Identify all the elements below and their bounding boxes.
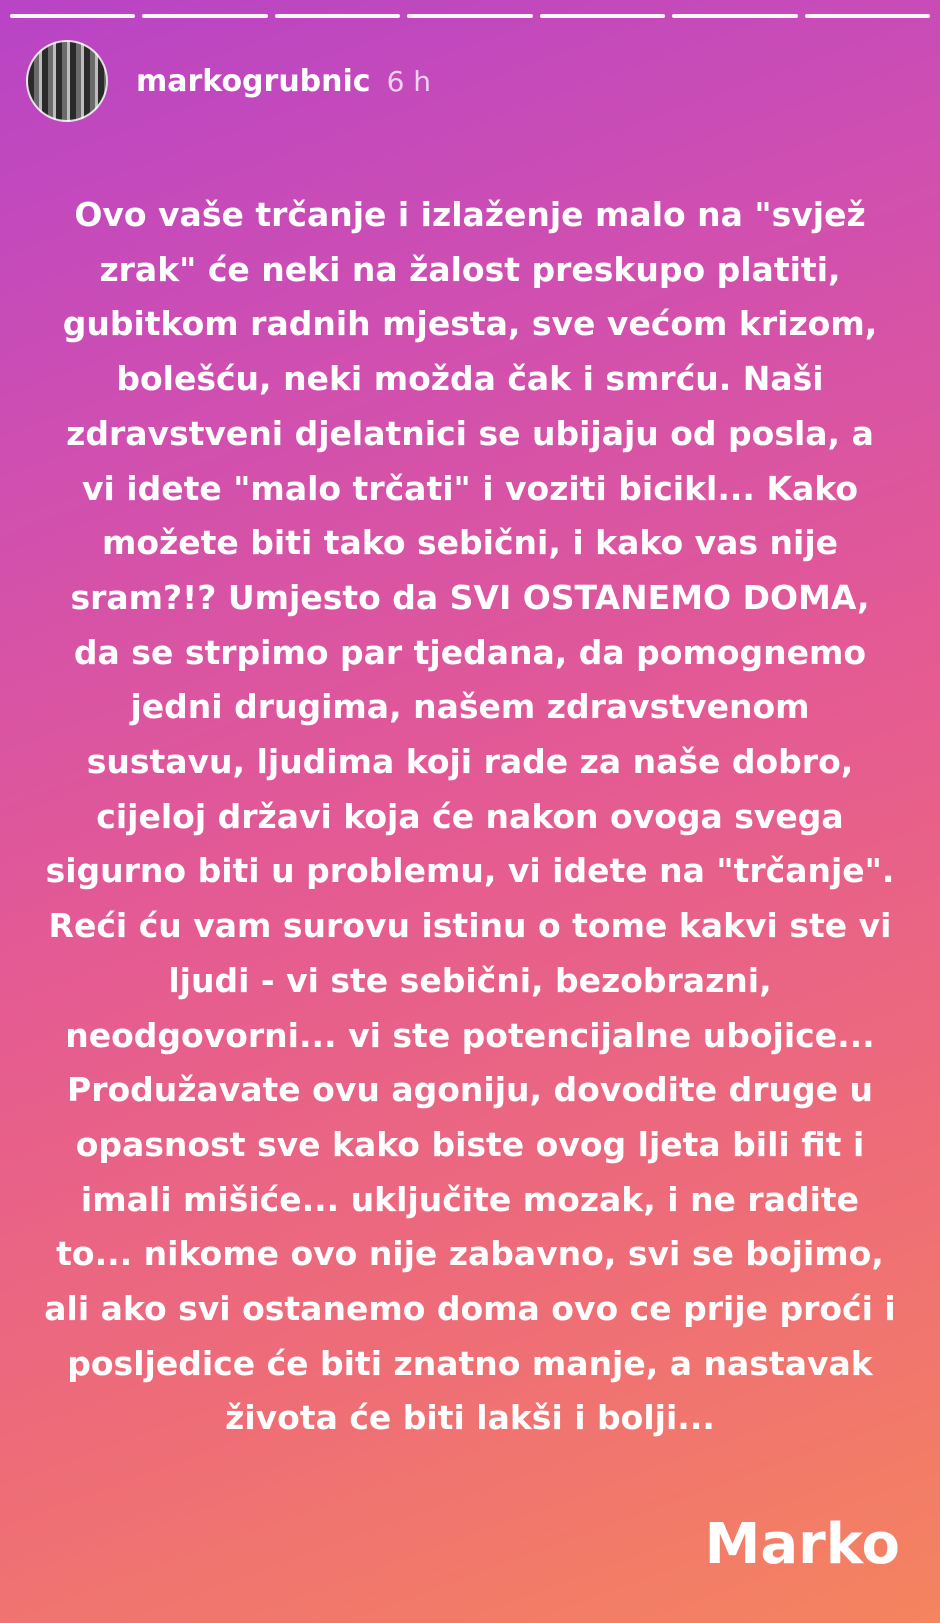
story-timestamp: 6 h xyxy=(386,64,432,98)
story-text-line: to... nikome ovo nije zabavno, svi se bojimo, xyxy=(56,1234,884,1274)
story-text-line: sram?!? Umjesto da SVI OSTANEMO DOMA, xyxy=(70,577,870,617)
story-text-line: zrak" će neki na žalost preskupo platiti, xyxy=(99,249,841,289)
story-text-line: sigurno biti u problemu, vi idete na "trčanje". xyxy=(45,851,895,891)
story-text-line: možete biti tako sebični, i kako vas nije xyxy=(101,523,839,563)
username[interactable]: markogrubnic xyxy=(136,63,371,99)
story-text-body xyxy=(8,188,932,1446)
story-text-line: neodgovorni... vi ste potencijalne ubojice... xyxy=(65,1015,875,1055)
story-text-line: ljudi - vi ste sebični, bezobrazni, xyxy=(168,960,772,1000)
story-header xyxy=(26,40,431,122)
story-text-line: zdravstveni djelatnici se ubijaju od posla, a xyxy=(66,413,874,453)
story-progress-bar xyxy=(10,14,930,18)
story-text-line: ali ako svi ostanemo doma ovo ce prije proći i xyxy=(44,1289,896,1329)
progress-segment xyxy=(10,14,135,18)
story-text-line: opasnost sve kako biste ovog ljeta bili fit i xyxy=(75,1124,865,1164)
story-text-line: da se strpimo par tjedana, da pomognemo xyxy=(73,632,867,672)
story-text-line: Produžavate ovu agoniju, dovodite druge u xyxy=(67,1070,873,1110)
progress-segment xyxy=(540,14,665,18)
progress-segment xyxy=(805,14,930,18)
story-text-line: Ovo vaše trčanje i izlaženje malo na "svjež xyxy=(74,195,866,234)
story-text-line: cijeloj državi koja će nakon ovoga svega xyxy=(96,796,844,836)
story-text-line: gubitkom radnih mjesta, sve većom krizom, xyxy=(62,304,878,344)
progress-segment xyxy=(672,14,797,18)
story-text-line: jedni drugima, našem zdravstvenom xyxy=(130,687,810,727)
progress-segment xyxy=(275,14,400,18)
story-text-line: sustavu, ljudima koji rade za naše dobro, xyxy=(86,742,854,782)
story-text-line: Reći ću vam surovu istinu o tome kakvi ste vi xyxy=(48,906,892,946)
story-text-line: bolešću, neki možda čak i smrću. Naši xyxy=(116,359,824,399)
progress-segment xyxy=(142,14,267,18)
story-signature: Marko xyxy=(704,1512,900,1577)
avatar[interactable] xyxy=(26,40,108,122)
story-text-line: vi idete "malo trčati" i voziti bicikl... Kako xyxy=(81,468,859,508)
story-text-line: posljedice će biti znatno manje, a nastavak xyxy=(67,1343,873,1383)
story-text-line: života će biti lakši i bolji... xyxy=(225,1398,715,1438)
story-text-line: imali mišiće... uključite mozak, i ne radite xyxy=(80,1179,860,1219)
progress-segment xyxy=(407,14,532,18)
